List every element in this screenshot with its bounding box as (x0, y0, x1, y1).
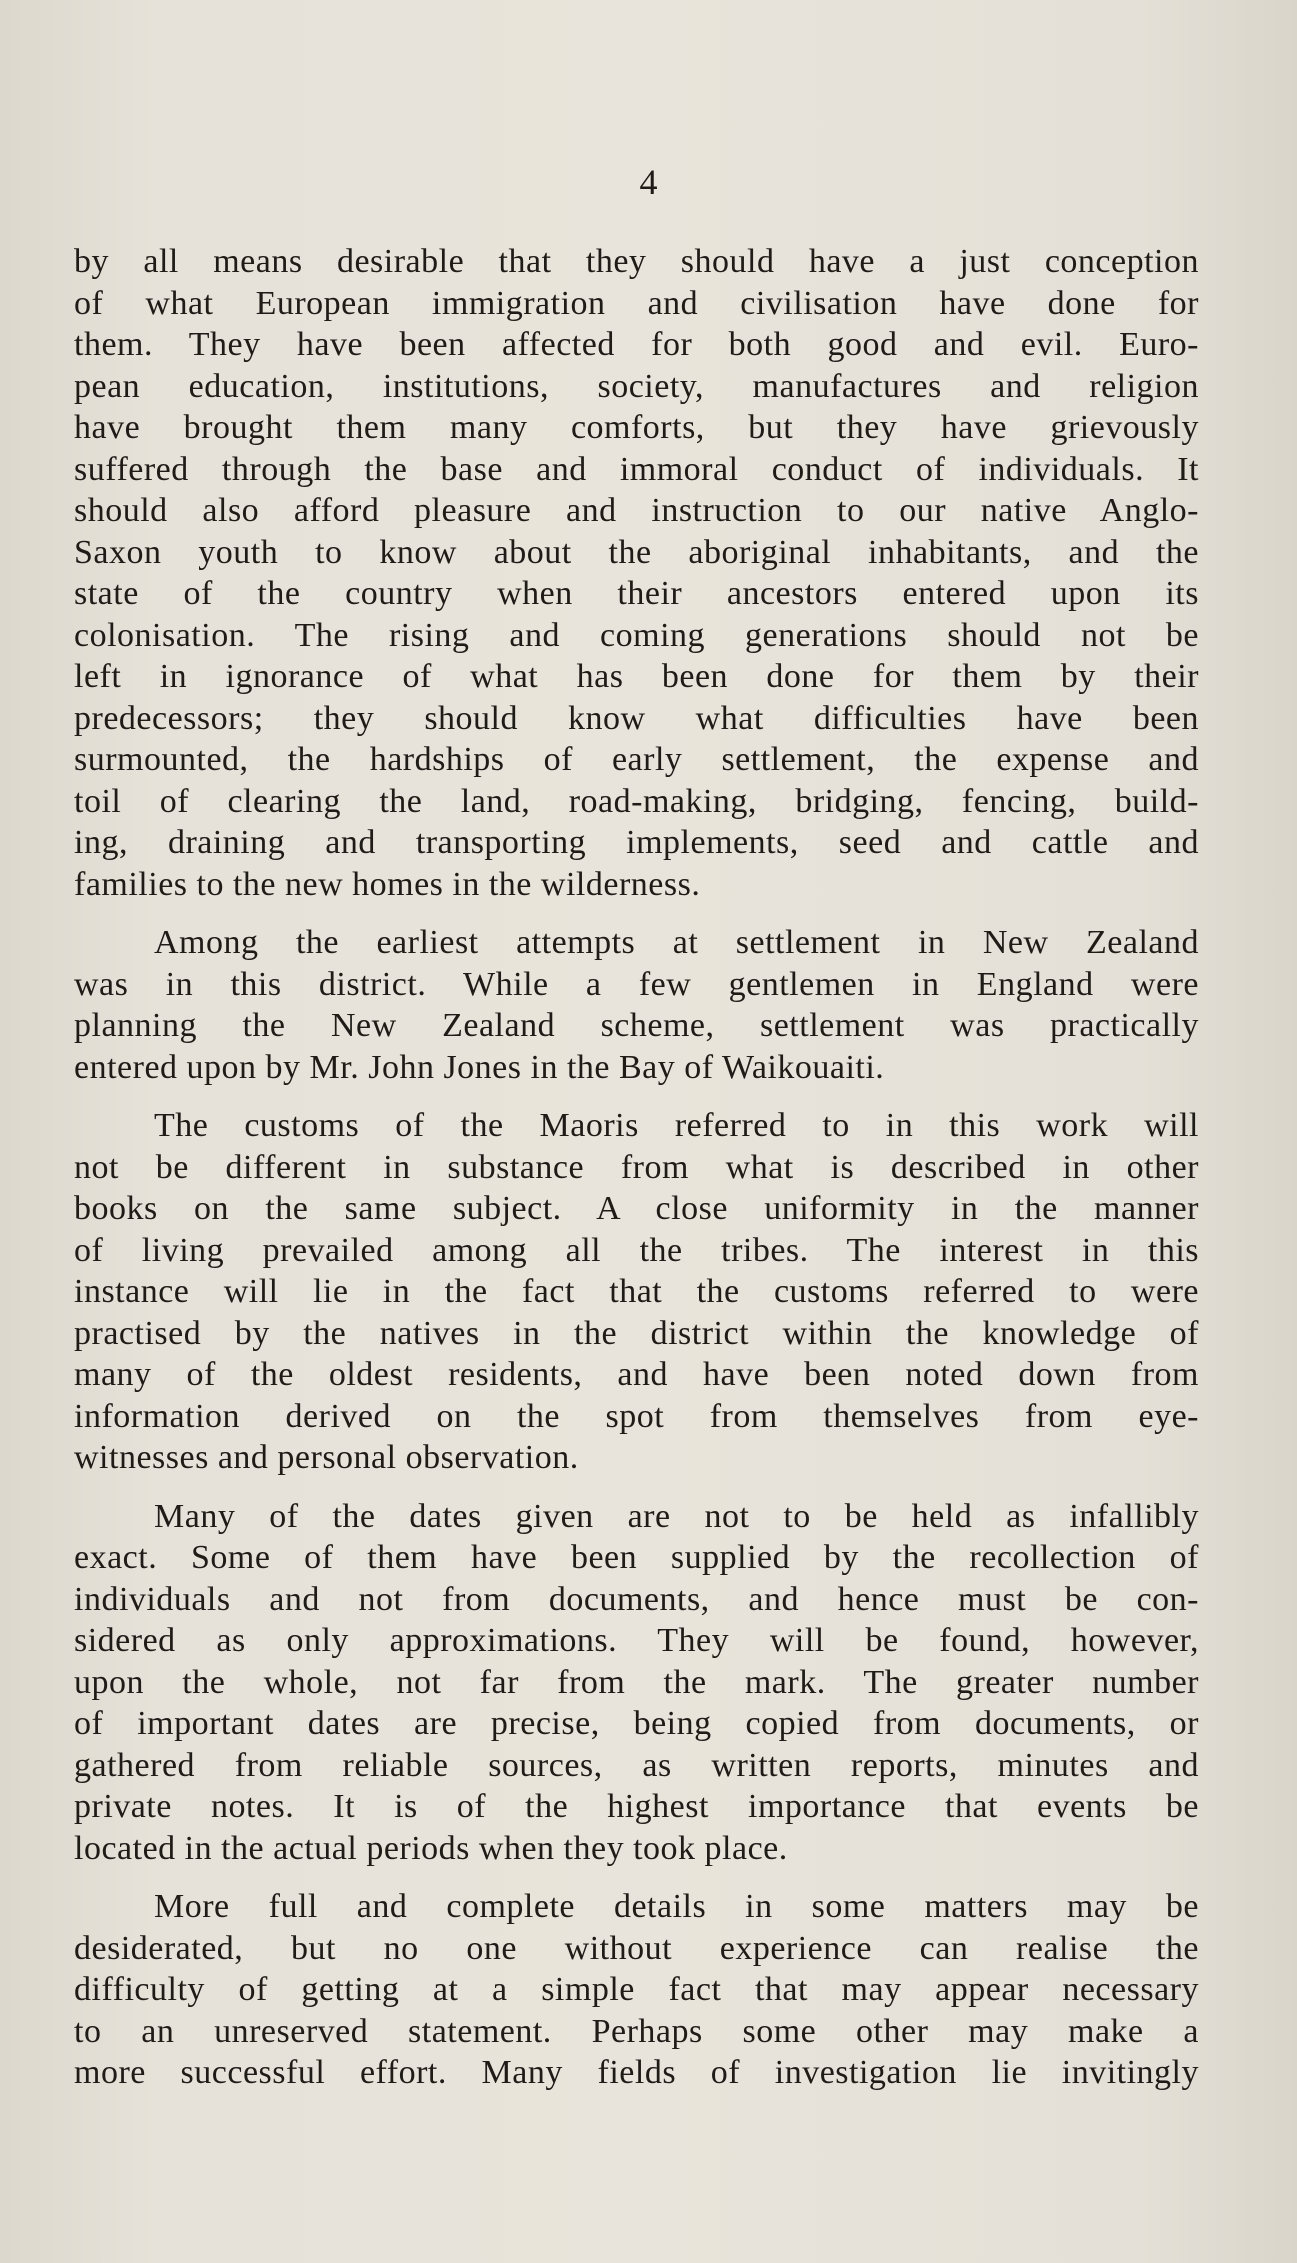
text-line: was in this district. While a few gentlemen in England were (74, 965, 1199, 1003)
text-line: desiderated, but no one without experience can realise the (74, 1929, 1199, 1967)
text-line: ing, draining and transporting implements, seed and cattle and (74, 824, 1199, 861)
text-line: planning the New Zealand scheme, settlement was practically (74, 1007, 1199, 1044)
paragraph (74, 1105, 1199, 1479)
paragraph (74, 922, 1199, 1088)
text-line: witnesses and personal observation. (74, 1439, 579, 1476)
text-line: practised by the natives in the district within the knowledge of (74, 1314, 1199, 1352)
text-line: of important dates are precise, being copied from documents, or (74, 1705, 1199, 1742)
text-line: exact. Some of them have been supplied by the recollection of (74, 1539, 1199, 1576)
paragraph (74, 1886, 1199, 2094)
text-line: sidered as only approximations. They will be found, however, (74, 1622, 1199, 1659)
text-line: many of the oldest residents, and have been noted down from (74, 1356, 1199, 1393)
text-line: private notes. It is of the highest importance that events be (74, 1788, 1199, 1825)
text-line: individuals and not from documents, and hence must be con- (74, 1580, 1199, 1618)
text-line: of living prevailed among all the tribes. The interest in this (74, 1231, 1199, 1269)
text-line: Among the earliest attempts at settlement in New Zealand (154, 924, 1199, 961)
text-line: information derived on the spot from themselves from eye- (74, 1397, 1199, 1435)
text-line: by all means desirable that they should have a just conception (74, 243, 1199, 280)
paragraph-gap (74, 1479, 1199, 1496)
text-line: Saxon youth to know about the aboriginal inhabitants, and the (74, 533, 1199, 571)
text-line: have brought them many comforts, but they have grievously (74, 409, 1199, 446)
paragraph (74, 1496, 1199, 1870)
text-line: gathered from reliable sources, as written reports, minutes and (74, 1746, 1199, 1784)
text-line: toil of clearing the land, road-making, bridging, fencing, build- (74, 782, 1199, 820)
text-line: families to the new homes in the wilderness. (74, 865, 701, 903)
text-line: colonisation. The rising and coming generations should not be (74, 616, 1199, 654)
text-line: state of the country when their ancestors entered upon its (74, 575, 1199, 612)
text-line: not be different in substance from what is described in other (74, 1148, 1199, 1186)
paragraph-gap (74, 1869, 1199, 1886)
body-text (74, 241, 1199, 2094)
text-line: located in the actual periods when they took place. (74, 1829, 788, 1867)
text-line: instance will lie in the fact that the customs referred to were (74, 1273, 1199, 1310)
text-line: books on the same subject. A close uniformity in the manner (74, 1190, 1199, 1227)
paragraph (74, 241, 1199, 905)
text-line: more successful effort. Many fields of investigation lie invitingly (74, 2054, 1199, 2091)
text-line: surmounted, the hardships of early settlement, the expense and (74, 741, 1199, 778)
text-line: them. They have been affected for both good and evil. Euro- (74, 326, 1199, 363)
text-line: suffered through the base and immoral conduct of individuals. It (74, 450, 1199, 488)
text-line: upon the whole, not far from the mark. The greater number (74, 1663, 1199, 1701)
text-line: to an unreserved statement. Perhaps some other may make a (74, 2012, 1199, 2050)
paragraph-gap (74, 905, 1199, 922)
text-line: pean education, institutions, society, manufactures and religion (74, 367, 1199, 405)
text-line: predecessors; they should know what difficulties have been (74, 699, 1199, 737)
text-line: difficulty of getting at a simple fact that may appear necessary (74, 1971, 1199, 2008)
text-line: entered upon by Mr. John Jones in the Bay of Waikouaiti. (74, 1048, 885, 1086)
paragraph-gap (74, 1088, 1199, 1105)
text-line: The customs of the Maoris referred to in this work will (154, 1107, 1199, 1144)
text-line: left in ignorance of what has been done for them by their (74, 658, 1199, 695)
text-line: Many of the dates given are not to be held as infallibly (154, 1497, 1199, 1535)
text-line: should also afford pleasure and instruction to our native Anglo- (74, 492, 1199, 529)
text-line: More full and complete details in some matters may be (154, 1888, 1199, 1925)
page-number: 4 (639, 162, 658, 202)
text-line: of what European immigration and civilisation have done for (74, 284, 1199, 322)
